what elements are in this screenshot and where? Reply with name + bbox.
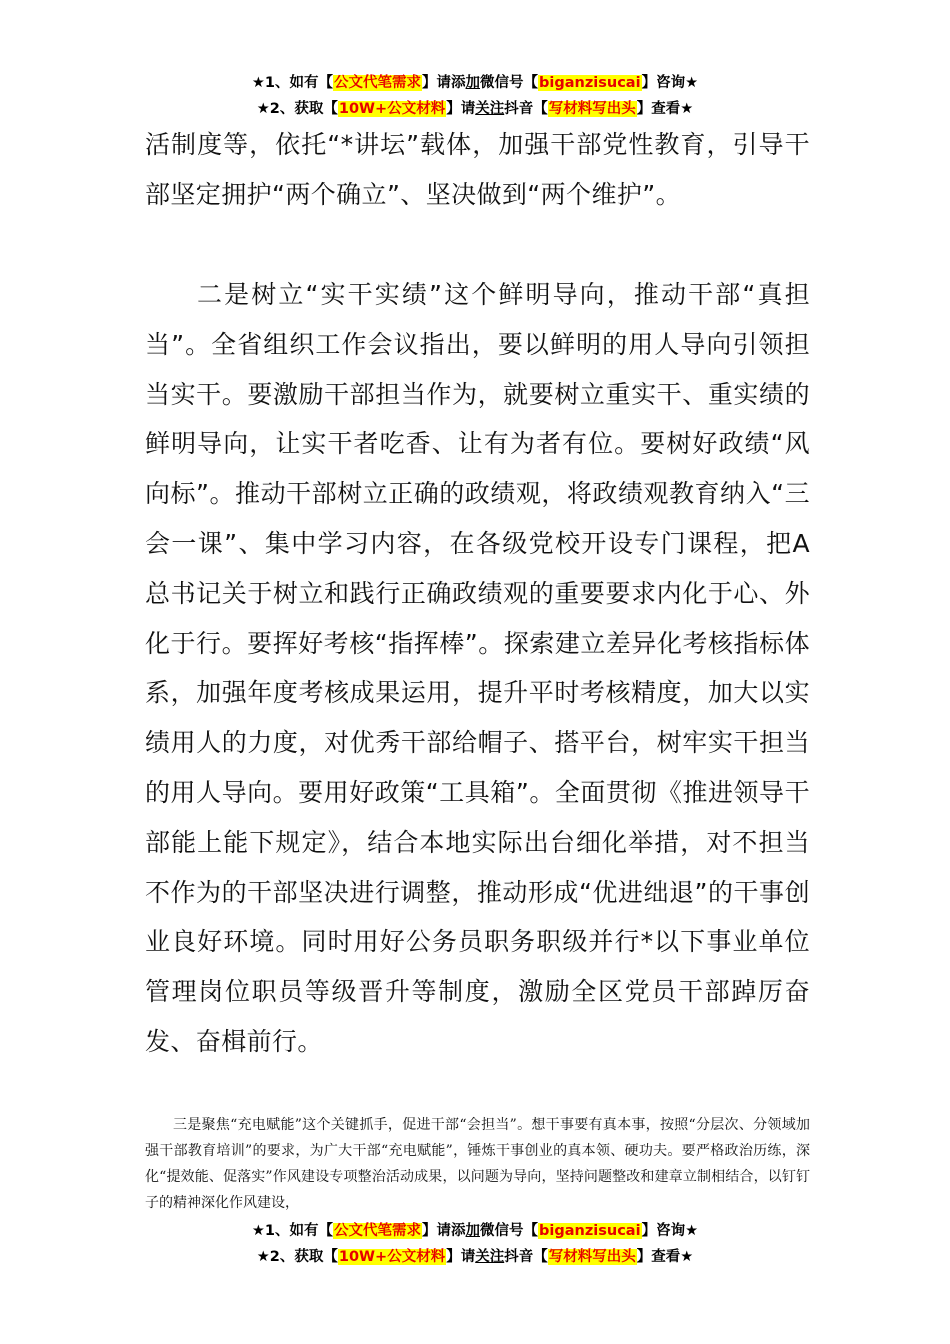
banner-highlight: 写材料写出头 xyxy=(548,101,636,117)
banner-line-2 xyxy=(0,96,950,122)
banner-text: 抖音【 xyxy=(504,101,548,117)
banner-text: 】咨询★ xyxy=(641,1223,699,1239)
banner-text: 】请添 xyxy=(422,1223,466,1239)
banner-text: 】查看★ xyxy=(636,1249,694,1265)
banner-underlined: 加 xyxy=(465,1223,481,1239)
banner-text: ★1、如有【 xyxy=(251,1223,334,1239)
banner-text: ★2、获取【 xyxy=(256,1249,338,1265)
body-paragraph-1: 活制度等，依托“*讲坛”载体，加强干部党性教育，引导干部坚定拥护“两个确立”、坚决做到“两个维护”。 xyxy=(145,130,810,209)
banner-line-2 xyxy=(0,1244,950,1270)
banner-text: ★1、如有【 xyxy=(251,75,334,91)
banner-highlight: biganzisucai xyxy=(539,1223,641,1239)
banner-highlight: 10W+公文材料 xyxy=(338,101,446,117)
banner-text: 微信号【 xyxy=(480,75,539,91)
banner-text: 抖音【 xyxy=(504,1249,548,1265)
banner-line-1 xyxy=(0,1218,950,1244)
banner-line-1 xyxy=(0,70,950,96)
top-banner xyxy=(0,70,950,122)
banner-highlight: 10W+公文材料 xyxy=(338,1249,446,1265)
banner-highlight: 写材料写出头 xyxy=(548,1249,636,1265)
bottom-banner xyxy=(0,1218,950,1270)
banner-underlined: 关注 xyxy=(475,101,505,117)
body-paragraph-2: 二是树立“实干实绩”这个鲜明导向，推动干部“真担当”。全省组织工作会议指出，要以鲜明的用人导向引领担当实干。要激励干部担当作为，就要树立重实干、重实绩的鲜明导向，让实干者吃香、让有为者有位。要树好政绩“风向标”。推动干部树立正确的政绩观，将政绩观教育纳入“三会一课”、集中学习内容，在各级党校开设专门课程，把A总书记关于树立和践行正确政绩观的重要要求内化于心、外化于行。要挥好考核“指挥棒”。探索建立差异化考核指标体系，加强年度考核成果运用，提升平时考核精度，加大以实绩用人的力度，对优秀干部给帽子、搭平台，树牢实干担当的用人导向。要用好政策“工具箱”。全面贯彻《推进领导干部能上能下规定》，结合本地实际出台细化举措，对不担当不作为的干部坚决进行调整，推动形成“优进绌退”的干事创业良好环境。同时用好公务员职务职级并行*以下事业单位管理岗位职员等级晋升等制度，激励全区党员干部踔厉奋发、奋楫前行。 xyxy=(145,280,810,1056)
banner-highlight: 公文代笔需求 xyxy=(334,1223,422,1239)
banner-text: 】请添 xyxy=(422,75,466,91)
banner-highlight: biganzisucai xyxy=(539,75,641,91)
banner-underlined: 关注 xyxy=(475,1249,505,1265)
banner-text: 微信号【 xyxy=(480,1223,539,1239)
banner-text: ★2、获取【 xyxy=(256,101,338,117)
banner-text: 】请 xyxy=(446,1249,476,1265)
banner-highlight: 公文代笔需求 xyxy=(334,75,422,91)
banner-text: 】咨询★ xyxy=(641,75,699,91)
banner-underlined: 加 xyxy=(465,75,481,91)
body-paragraph-3: 三是聚焦“充电赋能”这个关键抓手，促进干部“会担当”。想干事要有真本事，按照“分层次、分领域加强干部教育培训”的要求，为广大干部“充电赋能”，锤炼干事创业的真本领、硬功夫。要严格政治历练，深化“提效能、促落实”作风建设专项整治活动成果，以问题为导向，坚持问题整改和建章立制相结合，以钉钉子的精神深化作风建设， xyxy=(145,1117,810,1211)
banner-text: 】查看★ xyxy=(636,101,694,117)
banner-text: 】请 xyxy=(446,101,476,117)
